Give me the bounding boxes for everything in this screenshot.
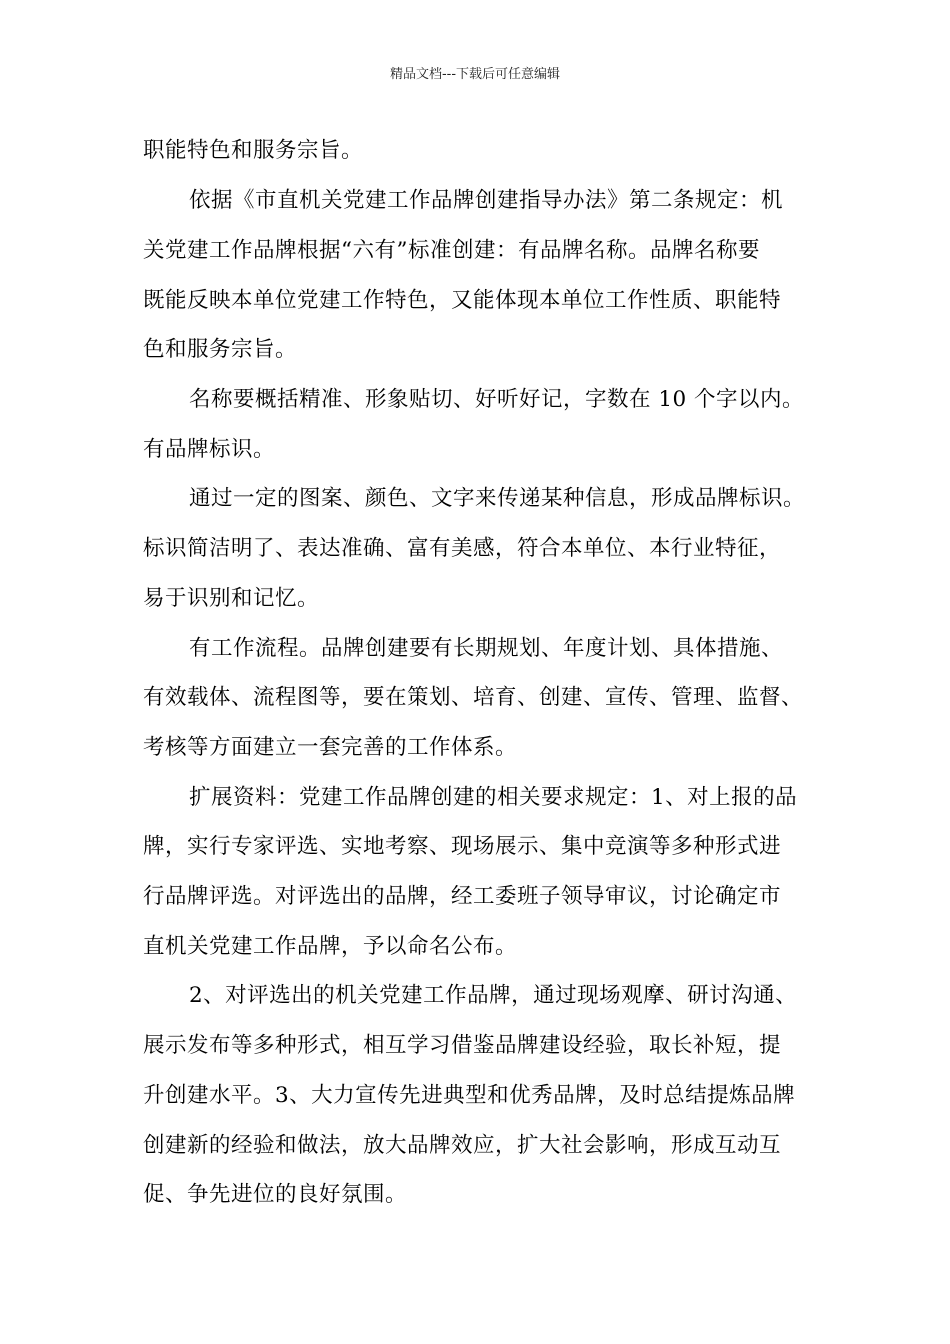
text-line: 关党建工作品牌根据“六有”标准创建：有品牌名称。品牌名称要 xyxy=(143,238,760,263)
paragraph-first-line: 扩展资料：党建工作品牌创建的相关要求规定：1、对上报的品 xyxy=(189,785,798,810)
text-line: 牌，实行专家评选、实地考察、现场展示、集中竞演等多种形式进 xyxy=(143,834,782,859)
text-line: 展示发布等多种形式，相互学习借鉴品牌建设经验，取长补短，提 xyxy=(143,1033,782,1058)
text-line: 升创建水平。3、大力宣传先进典型和优秀品牌，及时总结提炼品牌 xyxy=(143,1083,796,1108)
text-line: 创建新的经验和做法，放大品牌效应，扩大社会影响，形成互动互 xyxy=(143,1133,782,1158)
text-line: 标识简洁明了、表达准确、富有美感，符合本单位、本行业特征， xyxy=(143,536,782,561)
text-line: 有品牌标识。 xyxy=(143,437,276,462)
text-line: 有效载体、流程图等，要在策划、培育、创建、宣传、管理、监督、 xyxy=(143,685,804,710)
text-line: 促、争先进位的良好氛围。 xyxy=(143,1182,408,1207)
paragraph-first-line: 有工作流程。品牌创建要有长期规划、年度计划、具体措施、 xyxy=(189,636,784,661)
text-line: 行品牌评选。对评选出的品牌，经工委班子领导审议，讨论确定市 xyxy=(143,884,782,909)
text-line: 职能特色和服务宗旨。 xyxy=(143,138,364,163)
paragraph-first-line: 依据《市直机关党建工作品牌创建指导办法》第二条规定：机 xyxy=(189,188,784,213)
paragraph-first-line: 通过一定的图案、颜色、文字来传递某种信息，形成品牌标识。 xyxy=(189,486,806,511)
paragraph-first-line: 名称要概括精准、形象贴切、好听好记，字数在 10 个字以内。 xyxy=(189,387,805,412)
text-line: 色和服务宗旨。 xyxy=(143,337,298,362)
text-line: 考核等方面建立一套完善的工作体系。 xyxy=(143,735,518,760)
text-line: 既能反映本单位党建工作特色，又能体现本单位工作性质、职能特 xyxy=(143,288,782,313)
page-header: 精品文档---下载后可任意编辑 xyxy=(389,67,561,82)
text-line: 直机关党建工作品牌，予以命名公布。 xyxy=(143,934,518,959)
text-line: 易于识别和记忆。 xyxy=(143,586,320,611)
paragraph-first-line: 2、对评选出的机关党建工作品牌，通过现场观摩、研讨沟通、 xyxy=(189,983,798,1008)
